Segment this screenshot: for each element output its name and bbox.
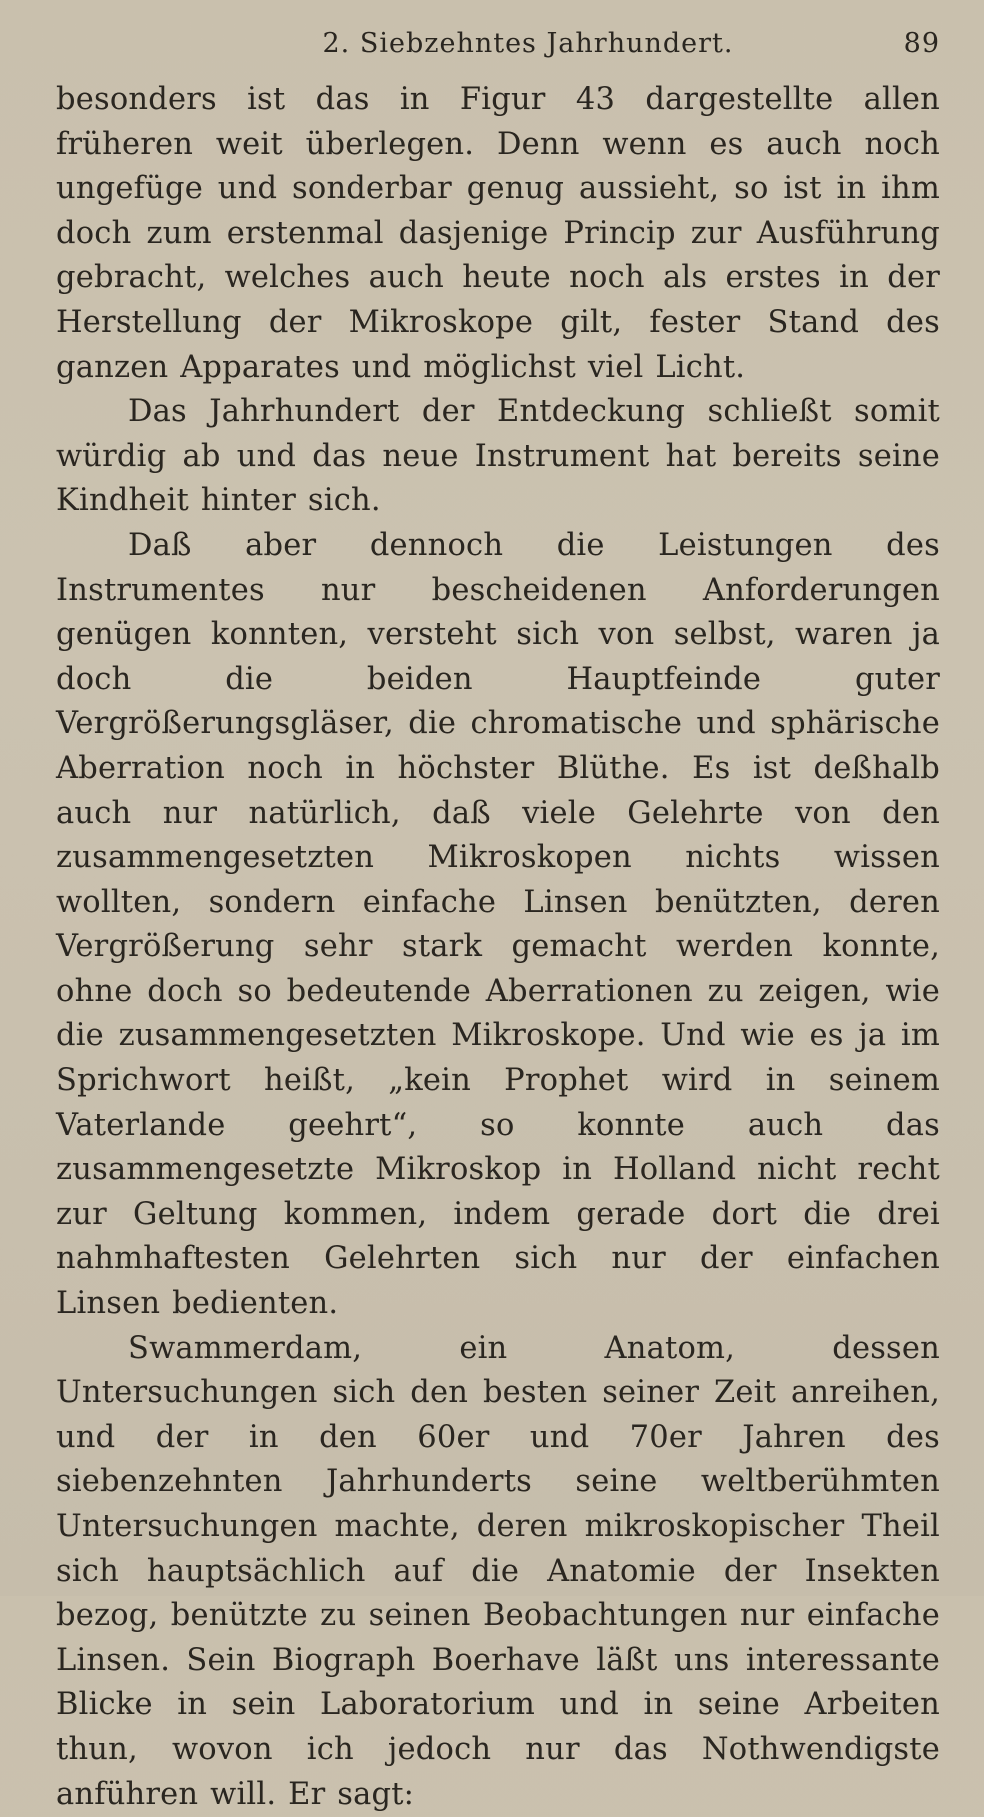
page-number: 89	[903, 28, 940, 59]
paragraph: Daß aber dennoch die Leistungen des Instrumentes nur bescheidenen Anforderungen genügen konnten, versteht sich von selbst, waren ja doch die beiden Hauptfeinde guter Vergrößerungsgläser, die chromatische und sphärische Aberration noch in höchster Blüthe. Es ist deßhalb auch nur natürlich, daß viele Gelehrte von den zusammengesetzten Mikroskopen nichts wissen wollten, sondern einfache Linsen benützten, deren Vergrößerung sehr stark gemacht werden konnte, ohne doch so bedeutende Aberrationen zu zeigen, wie die zusammengesetzten Mikroskope. Und wie es ja im Sprichwort heißt, „kein Prophet wird in seinem Vaterlande geehrt“, so konnte auch das zusammengesetzte Mikroskop in Holland nicht recht zur Geltung kommen, indem gerade dort die drei nahmhaftesten Gelehrten sich nur der einfachen Linsen bedienten.	[56, 527, 940, 1322]
running-head-title: 2. Siebzehntes Jahrhundert.	[322, 28, 734, 59]
paragraph: Das Jahrhundert der Entdeckung schließt somit würdig ab und das neue Instrument hat bereits seine Kindheit hinter sich.	[56, 394, 940, 519]
paragraph: Swammerdam, ein Anatom, dessen Untersuchungen sich den besten seiner Zeit anreihen, und der in den 60er und 70er Jahren des siebenzehnten Jahrhunderts seine weltberühmten Untersuchungen machte, deren mikroskopischer Theil sich hauptsächlich auf die Anatomie der Insekten bezog, benützte zu seinen Beobachtungen nur einfache Linsen. Sein Biograph Boerhave läßt uns interessante Blicke in sein Laboratorium und in seine Arbeiten thun, wovon ich jedoch nur das Nothwendigste anführen will. Er sagt:	[56, 1330, 940, 1812]
paragraph-continuation: besonders ist das in Figur 43 dargestellte allen früheren weit überlegen. Denn wenn es auch noch ungefüge und sonderbar genug aussieht, so ist in ihm doch zum erstenmal dasjenige Princip zur Ausführung gebracht, welches auch heute noch als erstes in der Herstellung der Mikroskope gilt, fester Stand des ganzen Apparates und möglichst viel Licht.	[56, 82, 940, 385]
body-text	[56, 78, 940, 1817]
running-head	[56, 18, 940, 70]
